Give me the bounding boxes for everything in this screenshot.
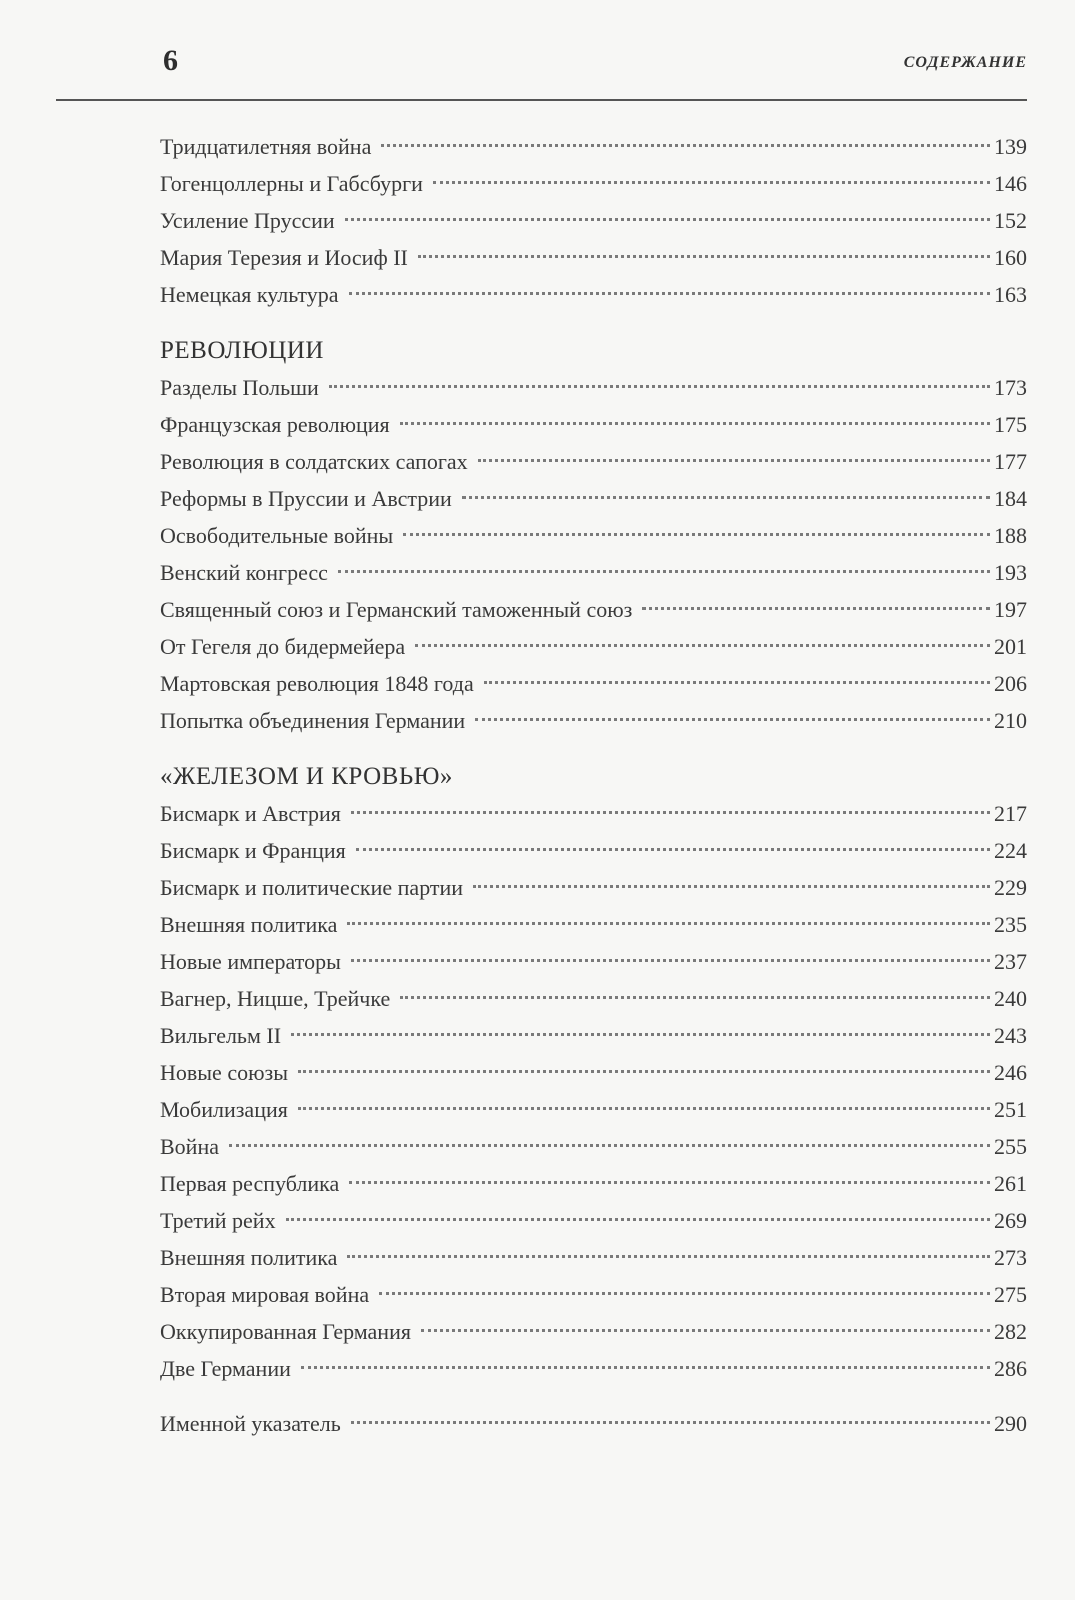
dot-leader	[345, 218, 990, 221]
toc-entry-page: 193	[994, 560, 1027, 585]
toc-entry[interactable]	[160, 591, 1027, 628]
dot-leader	[473, 885, 990, 888]
toc-entry-page: 197	[994, 597, 1027, 622]
toc-entry-title: Попытка объединения Германии	[160, 708, 466, 733]
toc-entry-page: 290	[994, 1411, 1027, 1436]
toc-entry[interactable]	[160, 1276, 1027, 1313]
toc-entry-title: Усиление Пруссии	[160, 208, 335, 233]
toc-index-section	[160, 1405, 1027, 1442]
toc-entry-page: 217	[994, 801, 1027, 826]
toc-section	[160, 759, 1027, 1387]
toc-entry-page: 152	[994, 208, 1027, 233]
toc-entry-title: Две Германии	[160, 1356, 291, 1381]
dot-leader	[338, 570, 990, 573]
toc-entry-page: 246	[994, 1060, 1027, 1085]
toc-entry[interactable]	[160, 1091, 1027, 1128]
toc-entry[interactable]	[160, 980, 1027, 1017]
toc-entry-title: Бисмарк и Франция	[160, 838, 346, 863]
dot-leader	[351, 811, 990, 814]
dot-leader	[349, 1181, 990, 1184]
toc-entry-title: Разделы Польши	[160, 375, 319, 400]
dot-leader	[462, 496, 990, 499]
toc-entry[interactable]	[160, 1128, 1027, 1165]
dot-leader	[301, 1366, 990, 1369]
toc-entry-page: 269	[994, 1208, 1027, 1233]
toc-entry-page: 139	[994, 134, 1027, 159]
dot-leader	[379, 1292, 990, 1295]
toc-entry[interactable]	[160, 443, 1027, 480]
toc-entry[interactable]	[160, 1165, 1027, 1202]
dot-leader	[484, 681, 990, 684]
dot-leader	[415, 644, 990, 647]
dot-leader	[351, 959, 990, 962]
toc-entry-page: 273	[994, 1245, 1027, 1270]
toc-entry[interactable]	[160, 239, 1027, 276]
toc-entry-page: 235	[994, 912, 1027, 937]
toc-entry[interactable]	[160, 1350, 1027, 1387]
toc-entry-title: Вагнер, Ницше, Трейчке	[160, 986, 391, 1011]
toc-entry-page: 206	[994, 671, 1027, 696]
toc-entry-index[interactable]	[160, 1405, 1027, 1442]
dot-leader	[403, 533, 990, 536]
toc-entry-page: 160	[994, 245, 1027, 270]
toc-entry-title: Новые императоры	[160, 949, 341, 974]
header-rule	[56, 99, 1027, 101]
toc-entry-page: 210	[994, 708, 1027, 733]
toc-entry-title: Немецкая культура	[160, 282, 339, 307]
dot-leader	[291, 1033, 990, 1036]
toc-entry-page: 261	[994, 1171, 1027, 1196]
dot-leader	[478, 459, 990, 462]
toc-section	[160, 333, 1027, 739]
toc-entry-page: 255	[994, 1134, 1027, 1159]
dot-leader	[349, 292, 990, 295]
toc-entry[interactable]	[160, 869, 1027, 906]
toc-entry[interactable]	[160, 665, 1027, 702]
dot-leader	[347, 1255, 990, 1258]
dot-leader	[642, 607, 990, 610]
toc-entry-title: Третий рейх	[160, 1208, 276, 1233]
toc-entry[interactable]	[160, 128, 1027, 165]
toc-entry-title: Священный союз и Германский таможенный союз	[160, 597, 633, 622]
toc-entry[interactable]	[160, 480, 1027, 517]
running-head: СОДЕРЖАНИЕ	[903, 54, 1027, 71]
dot-leader	[286, 1218, 990, 1221]
toc-entry-title: Война	[160, 1134, 219, 1159]
dot-leader	[433, 181, 990, 184]
dot-leader	[475, 718, 990, 721]
dot-leader	[381, 144, 990, 147]
toc-section	[160, 128, 1027, 313]
toc-entry-page: 184	[994, 486, 1027, 511]
toc-entry-page: 173	[994, 375, 1027, 400]
toc-entry-title: Оккупированная Германия	[160, 1319, 411, 1344]
toc-entry-title: Мария Терезия и Иосиф II	[160, 245, 408, 270]
toc-entry-title: Новые союзы	[160, 1060, 288, 1085]
dot-leader	[298, 1107, 990, 1110]
dot-leader	[351, 1421, 990, 1424]
toc-entry-title: Внешняя политика	[160, 1245, 338, 1270]
toc-entry-page: 229	[994, 875, 1027, 900]
toc-entry-title: Бисмарк и политические партии	[160, 875, 464, 900]
toc-entry-page: 286	[994, 1356, 1027, 1381]
toc-entry[interactable]	[160, 406, 1027, 443]
toc-entry-page: 146	[994, 171, 1027, 196]
toc-entry-title: Первая республика	[160, 1171, 340, 1196]
toc-entry[interactable]	[160, 906, 1027, 943]
toc-entry[interactable]	[160, 1054, 1027, 1091]
toc-entry-title: Французская революция	[160, 412, 390, 437]
toc-entry[interactable]	[160, 276, 1027, 313]
toc-entry[interactable]	[160, 1313, 1027, 1350]
toc-entry-title: Освободительные войны	[160, 523, 394, 548]
toc-entry-page: 224	[994, 838, 1027, 863]
toc-entry-title: Мартовская революция 1848 года	[160, 671, 474, 696]
dot-leader	[229, 1144, 990, 1147]
table-of-contents	[160, 128, 1027, 1442]
toc-entry-title: Тридцатилетняя война	[160, 134, 372, 159]
toc-entry-page: 175	[994, 412, 1027, 437]
toc-entry[interactable]	[160, 702, 1027, 739]
toc-entry[interactable]	[160, 832, 1027, 869]
section-title[interactable]: РЕВОЛЮЦИИ	[160, 337, 324, 364]
toc-entry-page: 251	[994, 1097, 1027, 1122]
toc-entry[interactable]	[160, 202, 1027, 239]
dot-leader	[347, 922, 990, 925]
toc-entry-page: 188	[994, 523, 1027, 548]
toc-entry[interactable]	[160, 554, 1027, 591]
toc-entry[interactable]	[160, 369, 1027, 406]
toc-entry-page: 275	[994, 1282, 1027, 1307]
page-number: 6	[163, 44, 178, 77]
dot-leader	[356, 848, 990, 851]
dot-leader	[418, 255, 990, 258]
toc-entry-title: Бисмарк и Австрия	[160, 801, 341, 826]
toc-entry-title: Революция в солдатских сапогах	[160, 449, 468, 474]
toc-entry[interactable]	[160, 1017, 1027, 1054]
toc-entry-title: Реформы в Пруссии и Австрии	[160, 486, 452, 511]
dot-leader	[298, 1070, 990, 1073]
toc-entry-title: Гогенцоллерны и Габсбурги	[160, 171, 423, 196]
toc-entry-page: 282	[994, 1319, 1027, 1344]
toc-entry[interactable]	[160, 943, 1027, 980]
toc-entry[interactable]	[160, 628, 1027, 665]
toc-entry[interactable]	[160, 1202, 1027, 1239]
toc-entry-page: 163	[994, 282, 1027, 307]
toc-entry[interactable]	[160, 165, 1027, 202]
dot-leader	[329, 385, 990, 388]
toc-entry-title: Мобилизация	[160, 1097, 288, 1122]
toc-entry-title: Венский конгресс	[160, 560, 328, 585]
toc-entry[interactable]	[160, 795, 1027, 832]
toc-entry-title: Внешняя политика	[160, 912, 338, 937]
toc-entry-title: Вильгельм II	[160, 1023, 282, 1048]
toc-entry-page: 243	[994, 1023, 1027, 1048]
dot-leader	[400, 422, 990, 425]
toc-entry-page: 201	[994, 634, 1027, 659]
section-title[interactable]: «ЖЕЛЕЗОМ И КРОВЬЮ»	[160, 763, 453, 790]
toc-entry[interactable]	[160, 1239, 1027, 1276]
toc-entry-title: От Гегеля до бидермейера	[160, 634, 406, 659]
toc-entry-page: 240	[994, 986, 1027, 1011]
toc-entry-page: 177	[994, 449, 1027, 474]
toc-entry-page: 237	[994, 949, 1027, 974]
dot-leader	[421, 1329, 990, 1332]
toc-entry[interactable]	[160, 517, 1027, 554]
toc-entry-title: Именной указатель	[160, 1411, 341, 1436]
toc-entry-title: Вторая мировая война	[160, 1282, 370, 1307]
dot-leader	[400, 996, 990, 999]
